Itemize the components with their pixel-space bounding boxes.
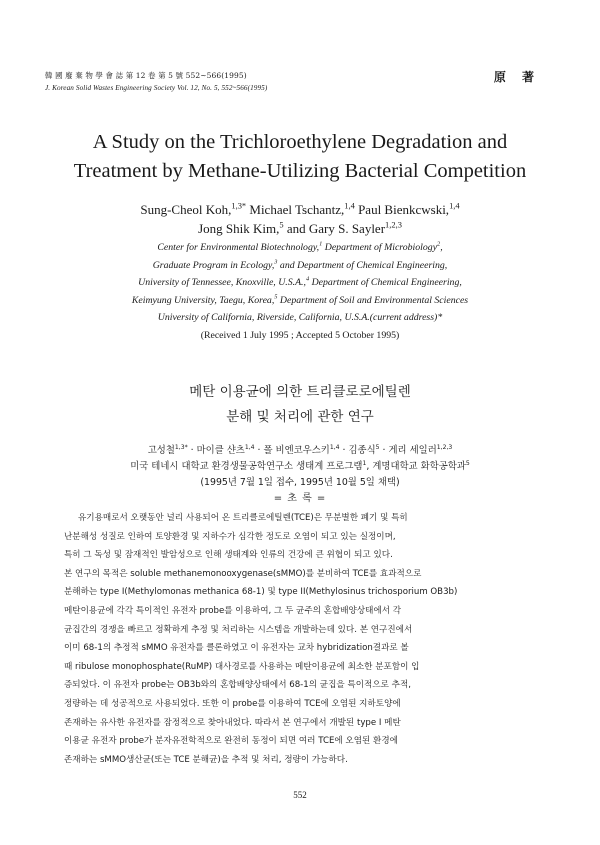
author-name: Paul Bienkcwski, (354, 202, 450, 217)
title-line-2: Treatment by Methane-Utilizing Bacterial Competition (73, 160, 527, 182)
korean-title (40, 380, 560, 430)
abstract-heading: = 초 록 = (273, 493, 327, 504)
affiliations (40, 239, 560, 345)
abstract-line: 특히 그 독성 및 잠재적인 발암성으로 인해 생태계와 인류의 건강에 큰 위협이 되고 있다. (64, 550, 393, 561)
author-superscript: 1,4 (344, 200, 355, 211)
abstract-line: 존재하는 유사한 유전자를 잠정적으로 찾아내었다. 따라서 본 연구에서 개발된 type I 메탄 (64, 717, 401, 728)
korean-author-superscript: 5 (375, 443, 380, 451)
korean-affiliation (40, 459, 560, 475)
author-name: Michael Tschantz, (246, 202, 345, 217)
section-label: 原 著 (493, 70, 540, 84)
paper-title (40, 128, 560, 186)
korean-author-superscript: 1,4 (329, 443, 340, 451)
affiliation-superscript: 2 (437, 240, 441, 248)
affiliation-line-3 (40, 274, 560, 292)
author-line-1 (40, 200, 560, 219)
korean-author-superscript: 1,2,3 (436, 443, 453, 451)
abstract-line: 정량하는 데 성공적으로 사용되었다. 또한 이 probe를 이용하여 TCE에 오염된 지하토양에 (64, 698, 401, 709)
affiliation-line-2 (40, 257, 560, 275)
journal-header-korean: 韓 國 廢 棄 物 學 會 誌 第 12 卷 第 5 號 552~566(1995) (45, 71, 247, 80)
korean-author-block (40, 443, 560, 491)
author-name: and Gary S. Sayler (283, 221, 386, 236)
author-list (40, 200, 560, 238)
author-superscript: 1,4 (449, 200, 460, 211)
author-superscript: 1,3* (231, 200, 247, 211)
korean-author-superscript: 1,4 (244, 443, 255, 451)
korean-author-name: · 김종식 (339, 445, 376, 456)
author-name: Sung-Cheol Koh, (140, 202, 232, 217)
abstract-line: 때 ribulose monophosphate(RuMP) 대사경로를 사용하는 메탄이용균에 최소한 분포함이 입 (64, 661, 420, 672)
affiliation-text: Department of Microbiology (322, 242, 438, 253)
author-name: Jong Shik Kim, (198, 221, 280, 236)
journal-header-english: J. Korean Solid Wastes Engineering Society Vol. 12, No. 5, 552~566(1995) (45, 84, 268, 92)
affiliation-superscript: 1 (319, 240, 323, 248)
affiliation-text: Department of Chemical Engineering, (309, 277, 462, 289)
korean-author-name: · 마이클 샨츠 (187, 445, 245, 456)
abstract-line: 메탄이용균에 각각 특이적인 유전자 probe를 이용하여, 그 두 균주의 혼합배양상태에서 각 (64, 605, 402, 616)
affiliation-text: Keimyung University, Taegu, Korea, (131, 294, 275, 306)
affiliation-line-1 (40, 239, 560, 257)
affiliation-text: , (440, 242, 443, 253)
affiliation-text: Department of Soil and Environmental Sciences (277, 294, 469, 306)
affiliation-text: Center for Environmental Biotechnology, (157, 242, 320, 253)
abstract-line: 유기용매로서 오랫동안 널리 사용되어 온 트리클로에틸렌(TCE)은 무분별한 폐기 및 특히 (78, 513, 408, 523)
affiliation-text: and Department of Chemical Engineering, (277, 259, 448, 271)
korean-author-names (40, 443, 560, 459)
page-number: 552 (293, 790, 307, 800)
abstract-line: 이용균 유전자 probe가 분자유전학적으로 완전히 동정이 되면 여러 TCE에 오염된 환경에 (64, 736, 398, 747)
korean-author-name: · 게리 세일러 (379, 445, 437, 456)
affiliation-line-5: University of California, Riverside, California, U.S.A.(current address)* (157, 312, 443, 324)
received-date-english: (Received 1 July 1995 ; Accepted 5 October 1995) (200, 329, 400, 341)
abstract-line: 본 연구의 목적은 soluble methanemonooxygenase(sMMO)를 분비하여 TCE를 효과적으로 (64, 568, 422, 579)
korean-affiliation-text: , 계명대학교 화학공학과 (366, 461, 466, 472)
abstract-line: 존재하는 sMMO생산균(또는 TCE 분해균)을 추적 및 처리, 정량이 가능하다. (64, 754, 348, 765)
korean-author-name: · 폴 비엔코우스키 (254, 445, 330, 456)
author-superscript: 1,2,3 (385, 219, 402, 230)
abstract-body (64, 509, 539, 769)
title-line-1: A Study on the Trichloroethylene Degradation and (92, 131, 508, 153)
korean-affiliation-superscript: 5 (465, 459, 470, 467)
author-superscript: 5 (279, 219, 284, 230)
received-date-korean: (1995년 7월 1일 접수, 1995년 10월 5일 채택) (200, 477, 400, 488)
affiliation-superscript: 5 (274, 293, 278, 301)
author-line-2 (40, 219, 560, 238)
abstract-line: 이미 68-1의 추정적 sMMO 유전자를 클론하였고 이 유전자는 교차 hybridization결과로 볼 (64, 643, 409, 654)
abstract-line: 분해하는 type I(Methylomonas methanica 68-1) 및 type II(Methylosinus trichosporium OB3b) (64, 587, 458, 598)
abstract-line: 균집간의 경쟁을 빠르고 정확하게 추정 및 처리하는 시스템을 개발하는데 있다. 본 연구진에서 (64, 624, 413, 635)
affiliation-text: University of Tennessee, Knoxville, U.S.A., (138, 277, 306, 289)
korean-affiliation-superscript: 1 (362, 459, 367, 467)
korean-affiliation-text: 미국 테네시 대학교 환경생물공학연구소 생태계 프로그램 (130, 461, 363, 472)
korean-title-line-2: 분해 및 처리에 관한 연구 (226, 409, 374, 425)
abstract-line: 증되었다. 이 유전자 probe는 OB3b와의 혼합배양상태에서 68-1의 균집을 특이적으로 추적, (64, 680, 411, 691)
affiliation-superscript: 3 (274, 258, 278, 266)
korean-title-line-1: 메탄 이용균에 의한 트리클로로에틸렌 (189, 384, 411, 400)
affiliation-text: Graduate Program in Ecology, (152, 259, 275, 271)
korean-author-superscript: 1,3* (174, 443, 188, 451)
affiliation-line-4 (40, 292, 560, 310)
korean-author-name: 고성철 (147, 445, 175, 456)
affiliation-superscript: 4 (305, 275, 310, 283)
abstract-line: 난분해성 성질로 인하여 토양환경 및 지하수가 심각한 정도로 오염이 되고 있는 실정이며, (64, 531, 396, 542)
